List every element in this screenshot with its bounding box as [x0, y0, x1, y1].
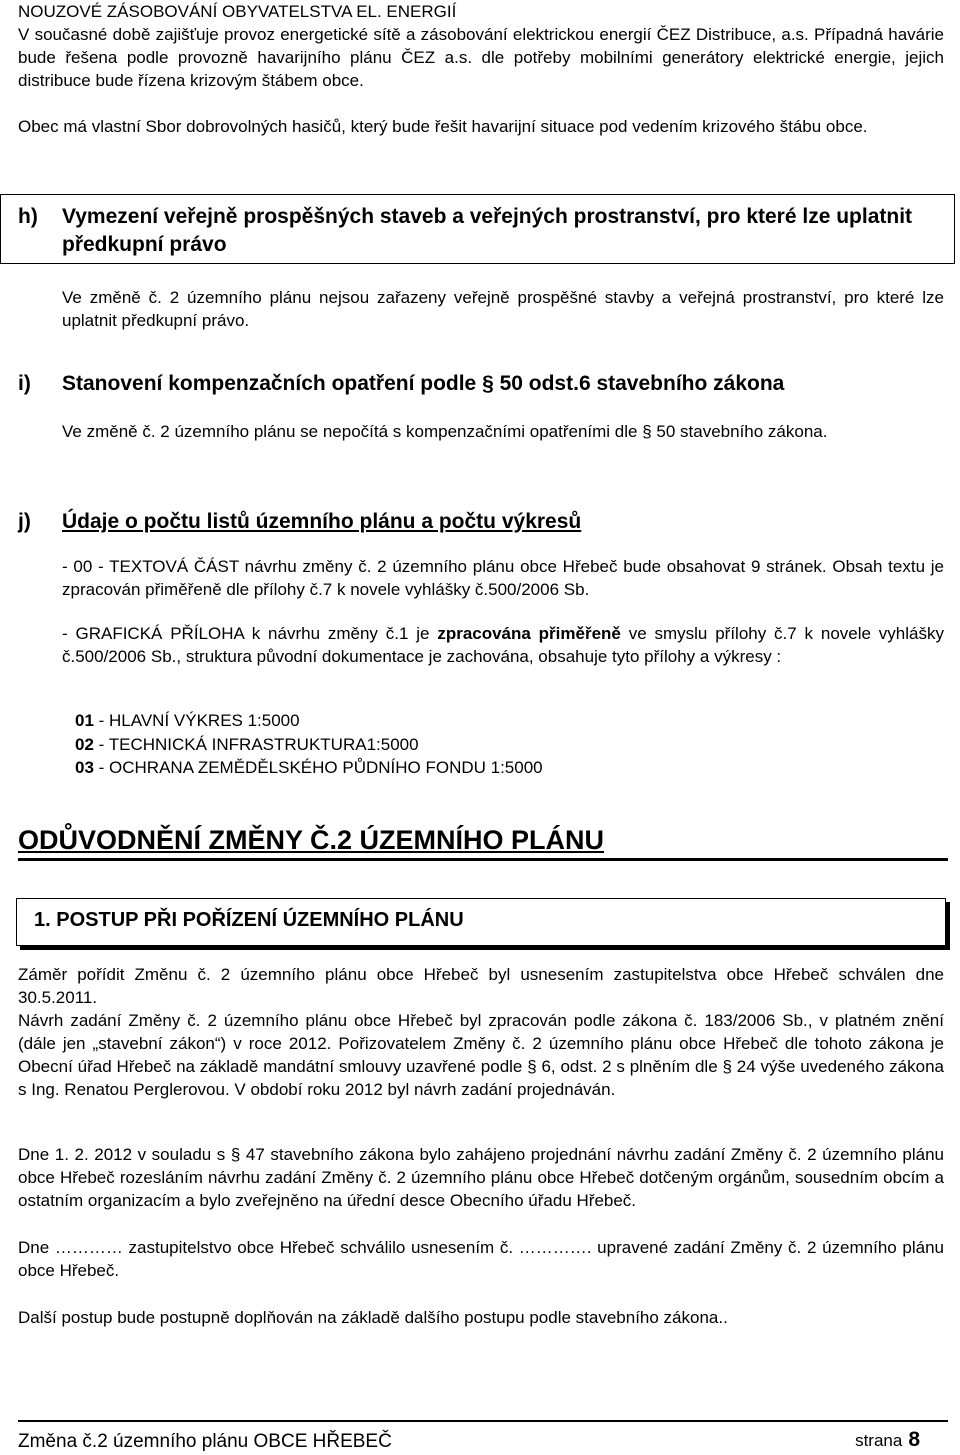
drawing-text: - OCHRANA ZEMĚDĚLSKÉHO PŮDNÍHO FONDU 1:5000 — [93, 758, 543, 777]
drawing-text: - TECHNICKÁ INFRASTRUKTURA1:5000 — [93, 735, 419, 754]
drawing-item — [75, 733, 419, 756]
section-i-letter: i) — [18, 372, 31, 395]
drawing-text: - HLAVNÍ VÝKRES 1:5000 — [93, 711, 300, 730]
section-h-body: Ve změně č. 2 územního plánu nejsou zařazeny veřejně prospěšné stavby a veřejná prostranství, pro které lze uplatnit předkupní právo. — [62, 288, 944, 330]
page-label: strana — [855, 1431, 903, 1450]
justification-para-4: Dne ………… zastupitelstvo obce Hřebeč schválilo usnesením č. …………. upravené zadání Změny č. 2 územního plánu obce Hřebeč. — [18, 1238, 944, 1280]
section-j-title: Údaje o počtu listů územního plánu a počtu výkresů — [62, 510, 582, 533]
footer-document-title: Změna č.2 územního plánu OBCE HŘEBEČ — [18, 1431, 392, 1452]
footer-page — [855, 1427, 920, 1454]
section-j-graphic-part — [62, 622, 944, 668]
section-i-title: Stanovení kompenzačních opatření podle § 50 odst.6 stavebního zákona — [62, 372, 785, 395]
justification-para-5: Další postup bude postupně doplňován na základě dalšího postupu podle stavebního zákona.. — [18, 1308, 728, 1327]
paragraph-fire-brigade: Obec má vlastní Sbor dobrovolných hasičů, který bude řešit havarijní situace pod vedením krizového štábu obce. — [18, 117, 868, 136]
section-j-letter: j) — [18, 510, 31, 533]
section-h-letter: h) — [18, 205, 38, 228]
subsection-title: 1. POSTUP PŘI POŘÍZENÍ ÚZEMNÍHO PLÁNU — [34, 909, 464, 931]
graphic-part-post: ve smyslu přílohy č.7 k novele vyhlášky č.500/2006 Sb., struktura původní dokumentace je zachována, obsahuje tyto přílohy a výkresy : — [62, 624, 944, 666]
section-h-title: Vymezení veřejně prospěšných staveb a veřejných prostranství, pro které lze uplatnit předkupní právo — [62, 205, 913, 256]
footer-divider — [18, 1420, 948, 1422]
justification-title: ODŮVODNĚNÍ ZMĚNY Č.2 ÚZEMNÍHO PLÁNU — [18, 825, 605, 855]
graphic-part-pre: - GRAFICKÁ PŘÍLOHA k návrhu změny č.1 je — [62, 624, 438, 643]
paragraph-power-supply: V současné době zajišťuje provoz energetické sítě a zásobování elektrickou energií ČEZ Distribuce, a.s. Případná havárie bude řešena podle provozně havarijního plánu ČEZ a.s. dle potřeby mobilními generátory elektrické energie, jejich distribuce bude řízena krizovým štábem obce. — [18, 25, 944, 90]
drawing-code: 03 — [75, 758, 94, 777]
drawing-item — [75, 756, 543, 779]
drawing-code: 01 — [75, 711, 94, 730]
section-j-text-part: - 00 - TEXTOVÁ ČÁST návrhu změny č. 2 územního plánu obce Hřebeč bude obsahovat 9 stránek. Obsah textu je zpracován přiměřeně dle přílohy č.7 k novele vyhlášky č.500/2006 Sb. — [62, 557, 944, 599]
justification-para-3: Dne 1. 2. 2012 v souladu s § 47 stavebního zákona bylo zahájeno projednání návrhu zadání Změny č. 2 územního plánu obce Hřebeč rozesláním návrhu zadání Změny č. 2 územního plánu obce Hřebeč dotčeným orgánům, sousedním obcím a ostatním organizacím a bylo zveřejněno na úřední desce Obecního úřadu Hřebeč. — [18, 1145, 944, 1210]
drawing-code: 02 — [75, 735, 94, 754]
justification-para-2: Návrh zadání Změny č. 2 územního plánu obce Hřebeč byl zpracován podle zákona č. 183/2006 Sb., v platném znění (dále jen „stavební zákon“) v roce 2012. Pořizovatelem Změny č. 2 územního plánu obce Hřebeč dle tohoto zákona je Obecní úřad Hřebeč na základě mandátní smlouvy uzavřené podle § 6, odst. 2 s plněním dle § 24 výše uvedeného zákona s Ing. Renatou Perglerovou. V období roku 2012 byl návrh zadání projednáván. — [18, 1011, 944, 1099]
section-i-body: Ve změně č. 2 územního plánu se nepočítá s kompenzačními opatřeními dle § 50 stavebního zákona. — [62, 422, 828, 441]
page-number: 8 — [908, 1428, 920, 1451]
section-heading-emergency-power: NOUZOVÉ ZÁSOBOVÁNÍ OBYVATELSTVA EL. ENERGIÍ — [18, 2, 457, 21]
title-divider — [18, 858, 948, 861]
graphic-part-bold: zpracována přiměřeně — [437, 624, 621, 643]
drawing-item — [75, 709, 300, 732]
justification-para-1: Záměr pořídit Změnu č. 2 územního plánu obce Hřebeč byl usnesením zastupitelstva obce Hřebeč schválen dne 30.5.2011. — [18, 965, 944, 1007]
